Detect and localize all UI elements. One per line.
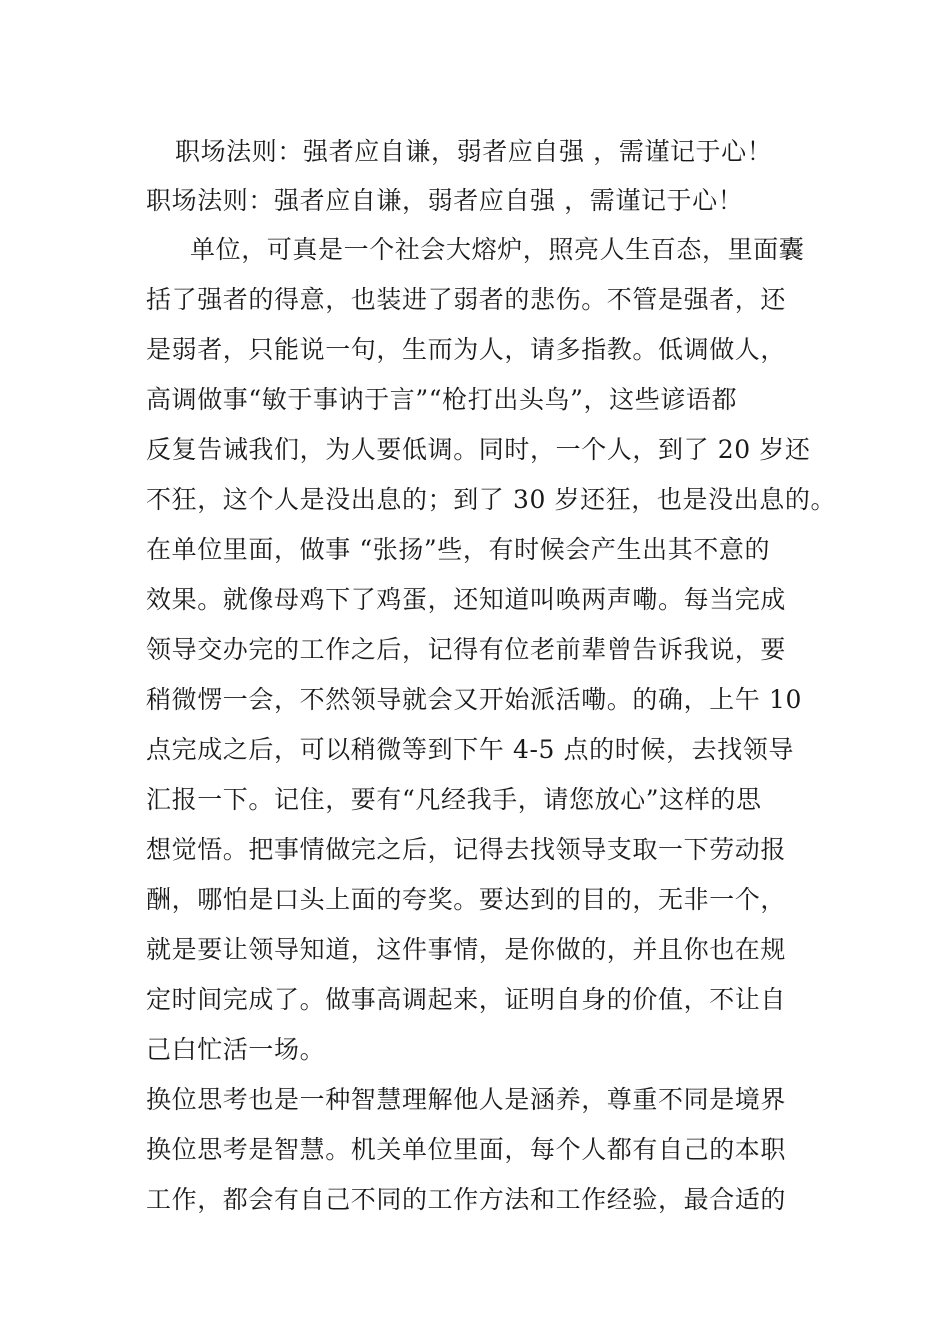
- body-line: 就是要让领导知道，这件事情，是你做的，并且你也在规: [146, 935, 787, 964]
- title-line-2: 职场法则：强者应自谦，弱者应自强 ，需谨记于心！: [146, 186, 744, 215]
- body-line: 稍微愣一会，不然领导就会又开始派活嘞。的确，上午 10: [146, 685, 802, 714]
- body-line: 单位，可真是一个社会大熔炉，照亮人生百态，里面囊: [190, 235, 805, 264]
- body-line: 想觉悟。把事情做完之后，记得去找领导支取一下劳动报: [146, 835, 787, 864]
- body-line: 高调做事“敏于事讷于言”“枪打出头鸟”，这些谚语都: [146, 385, 738, 414]
- body-line: 效果。就像母鸡下了鸡蛋，还知道叫唤两声嘞。每当完成: [146, 585, 787, 614]
- body-line: 是弱者，只能说一句，生而为人，请多指教。低调做人，: [146, 335, 787, 364]
- body-line: 汇报一下。记住，要有“凡经我手，请您放心”这样的思: [146, 785, 762, 814]
- body-line: 在单位里面，做事 “张扬”些，有时候会产生出其不意的: [146, 535, 771, 564]
- body-line: 领导交办完的工作之后，记得有位老前辈曾告诉我说，要: [146, 635, 787, 664]
- body-line: 换位思考也是一种智慧理解他人是涵养，尊重不同是境界: [146, 1085, 787, 1114]
- body-line: 反复告诫我们，为人要低调。同时，一个人，到了 20 岁还: [146, 435, 811, 464]
- body-line: 酬，哪怕是口头上面的夸奖。要达到的目的，无非一个，: [146, 885, 787, 914]
- body-line: 己白忙活一场。: [146, 1035, 326, 1064]
- body-line: 不狂，这个人是没出息的；到了 30 岁还狂，也是没出息的。: [146, 485, 837, 514]
- body-line: 工作，都会有自己不同的工作方法和工作经验，最合适的: [146, 1185, 787, 1214]
- body-line: 点完成之后，可以稍微等到下午 4-5 点的时候，去找领导: [146, 735, 794, 764]
- title-line-1: 职场法则：强者应自谦，弱者应自强 ，需谨记于心！: [175, 137, 773, 166]
- body-line: 括了强者的得意，也装进了弱者的悲伤。不管是强者，还: [146, 285, 787, 314]
- body-line: 换位思考是智慧。机关单位里面，每个人都有自己的本职: [146, 1135, 787, 1164]
- body-line: 定时间完成了。做事高调起来，证明自身的价值，不让自: [146, 985, 787, 1014]
